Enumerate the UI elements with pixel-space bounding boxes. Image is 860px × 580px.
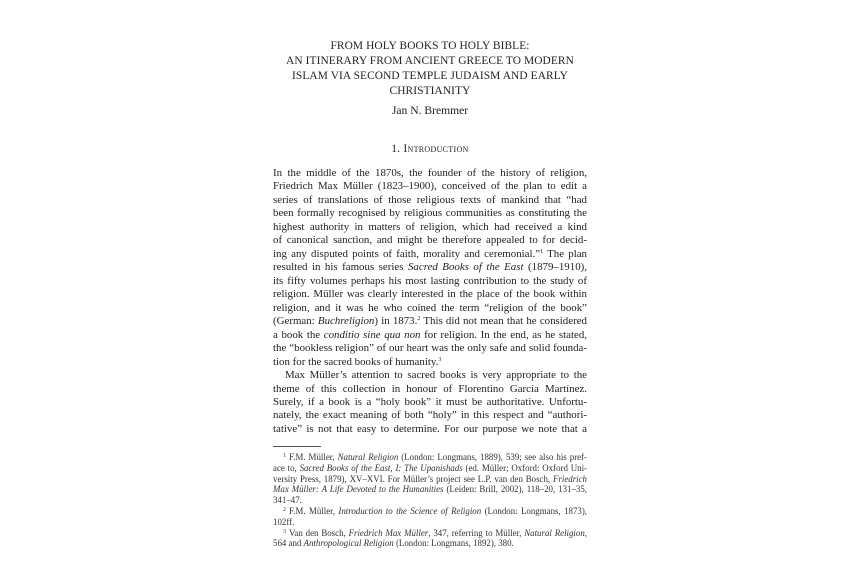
footnotes bbox=[273, 452, 587, 549]
body-text-run: (German: bbox=[273, 315, 318, 328]
body-line: been formally recognised by religious communities as constituting the bbox=[273, 207, 587, 220]
footnote-italic: Friedrich Max Müller bbox=[348, 527, 429, 538]
body-text-run: a book the bbox=[273, 328, 324, 341]
footnote-line: 341–47. bbox=[273, 495, 302, 506]
footnote-number: 3 bbox=[283, 528, 286, 535]
body-line bbox=[273, 261, 587, 274]
footnote-line bbox=[273, 506, 587, 517]
footnote-line: 102ff. bbox=[273, 516, 295, 527]
footnote-text: , 347, referring to Müller, bbox=[428, 527, 525, 538]
footnote-text: (Leiden: Brill, 2002), 118–20, 131–35, bbox=[443, 484, 587, 495]
body-text-run: (1879–1910), bbox=[523, 261, 587, 274]
body-text-run: ) in 1873. bbox=[374, 315, 418, 328]
body-line: In the middle of the 1870s, the founder of the history of religion, bbox=[273, 167, 587, 179]
body-line: Friedrich Max Müller (1823–1900), conceived of the plan to edit a bbox=[273, 180, 587, 193]
footnote-text: Van den Bosch, bbox=[289, 527, 349, 538]
footnote-italic: Natural Religion bbox=[337, 452, 399, 462]
footnote-text: F.M. Müller, bbox=[289, 452, 338, 462]
author-name: Jan N. Bremmer bbox=[391, 104, 469, 117]
body-line: the “bookless religion” of our heart was the only safe and solid founda- bbox=[273, 342, 587, 355]
footnote-italic: Friedrich bbox=[552, 473, 587, 484]
footnote-text: (London: Longmans, 1889), 539; see also his pref- bbox=[398, 452, 588, 462]
italic-term: conditio sine qua non bbox=[323, 328, 421, 341]
footnote-number: 1 bbox=[283, 453, 286, 459]
footnote-mark[interactable]: 3 bbox=[438, 356, 442, 363]
body-line: Surely, if a book is a “holy book” it must be authoritative. Unfortu- bbox=[273, 395, 587, 408]
italic-title: Sacred Books of the East bbox=[407, 261, 524, 274]
body-line: highest authority in matters of religion, which had received a kind bbox=[273, 220, 587, 233]
body-line bbox=[273, 315, 587, 328]
footnote-text: 564 and bbox=[273, 538, 304, 549]
body-line bbox=[273, 329, 587, 342]
footnote-italic: Sacred Books of the East, I: The Upanishads bbox=[299, 462, 463, 473]
body-line: Max Müller’s attention to sacred books is very appropriate to the bbox=[285, 369, 587, 382]
body-line: tative” is not that easy to determine. For our purpose we note that a bbox=[273, 422, 587, 435]
body-line: series of translations of those religious texts of mankind that “had bbox=[273, 193, 587, 206]
title-line-3: ISLAM VIA SECOND TEMPLE JUDAISM AND EARLY bbox=[292, 70, 568, 82]
footnote-text: (London: Longmans, 1892), 380. bbox=[393, 538, 514, 549]
body-text-run: The plan bbox=[543, 247, 587, 260]
footnote-line bbox=[273, 474, 587, 485]
footnote-divider bbox=[273, 446, 321, 447]
body-text-run: for religion. In the end, as he stated, bbox=[420, 328, 587, 341]
footnote-italic: Introduction to the Science of Religion bbox=[338, 505, 482, 516]
body-line: theme of this collection in honour of Florentino García Martínez. bbox=[273, 382, 587, 395]
title-line-1: FROM HOLY BOOKS TO HOLY BIBLE: bbox=[330, 40, 530, 52]
body-text-run: tion for the sacred books of humanity. bbox=[273, 355, 439, 368]
footnote-line bbox=[273, 452, 587, 463]
body-text-run: resulted in his famous series bbox=[273, 261, 408, 274]
footnote-mark[interactable]: 1 bbox=[540, 248, 544, 255]
footnote-text: (ed. Müller; Oxford: Oxford Uni- bbox=[462, 462, 587, 473]
body-line: religion, and it was he who coined the term “religion of the book” bbox=[273, 301, 587, 314]
title-line-2: AN ITINERARY FROM ANCIENT GREECE TO MODERN bbox=[286, 55, 574, 67]
body-line: its fifty volumes perhaps his most lasting contribution to the study of bbox=[273, 274, 587, 287]
footnote-text: versity Press, 1879), XV–XVI. For Müller’s project see L.P. van den Bosch, bbox=[273, 473, 553, 484]
footnote-mark[interactable]: 2 bbox=[417, 316, 421, 323]
title-line-4: CHRISTIANITY bbox=[389, 85, 471, 97]
footnote-italic: Max Müller: A Life Devoted to the Humanities bbox=[273, 484, 444, 495]
footnote-italic: Anthropological Religion bbox=[303, 538, 394, 549]
body-line bbox=[273, 248, 587, 261]
article-title bbox=[273, 39, 587, 99]
body-text-run: ing any disputed points of faith, morality and ceremonial.” bbox=[273, 247, 541, 260]
body-line bbox=[273, 356, 587, 369]
footnote-text: , bbox=[584, 527, 587, 538]
footnote-text: (London: Longmans, 1873), bbox=[481, 505, 588, 516]
footnote-line bbox=[273, 528, 587, 539]
body-line: religion. Müller was clearly interested in the place of the book within bbox=[273, 288, 587, 301]
body-text-run: This did not mean that he considered bbox=[420, 315, 587, 328]
italic-term: Buchreligion bbox=[317, 315, 375, 328]
footnote-italic: Natural Religion bbox=[524, 527, 585, 538]
body-line: of canonical sanction, and might be therefore appealed to for decid- bbox=[273, 234, 587, 247]
body-line: nately, the exact meaning of both “holy” in this respect and “authori- bbox=[273, 409, 587, 422]
footnote-line bbox=[273, 484, 587, 495]
footnote-text: F.M. Müller, bbox=[289, 505, 339, 516]
footnote-number: 2 bbox=[283, 506, 286, 513]
section-heading: 1. Introduction bbox=[391, 143, 469, 155]
footnote-line bbox=[273, 538, 587, 549]
footnote-line bbox=[273, 463, 587, 474]
footnote-text: ace to, bbox=[273, 462, 300, 473]
body-text bbox=[273, 167, 587, 436]
